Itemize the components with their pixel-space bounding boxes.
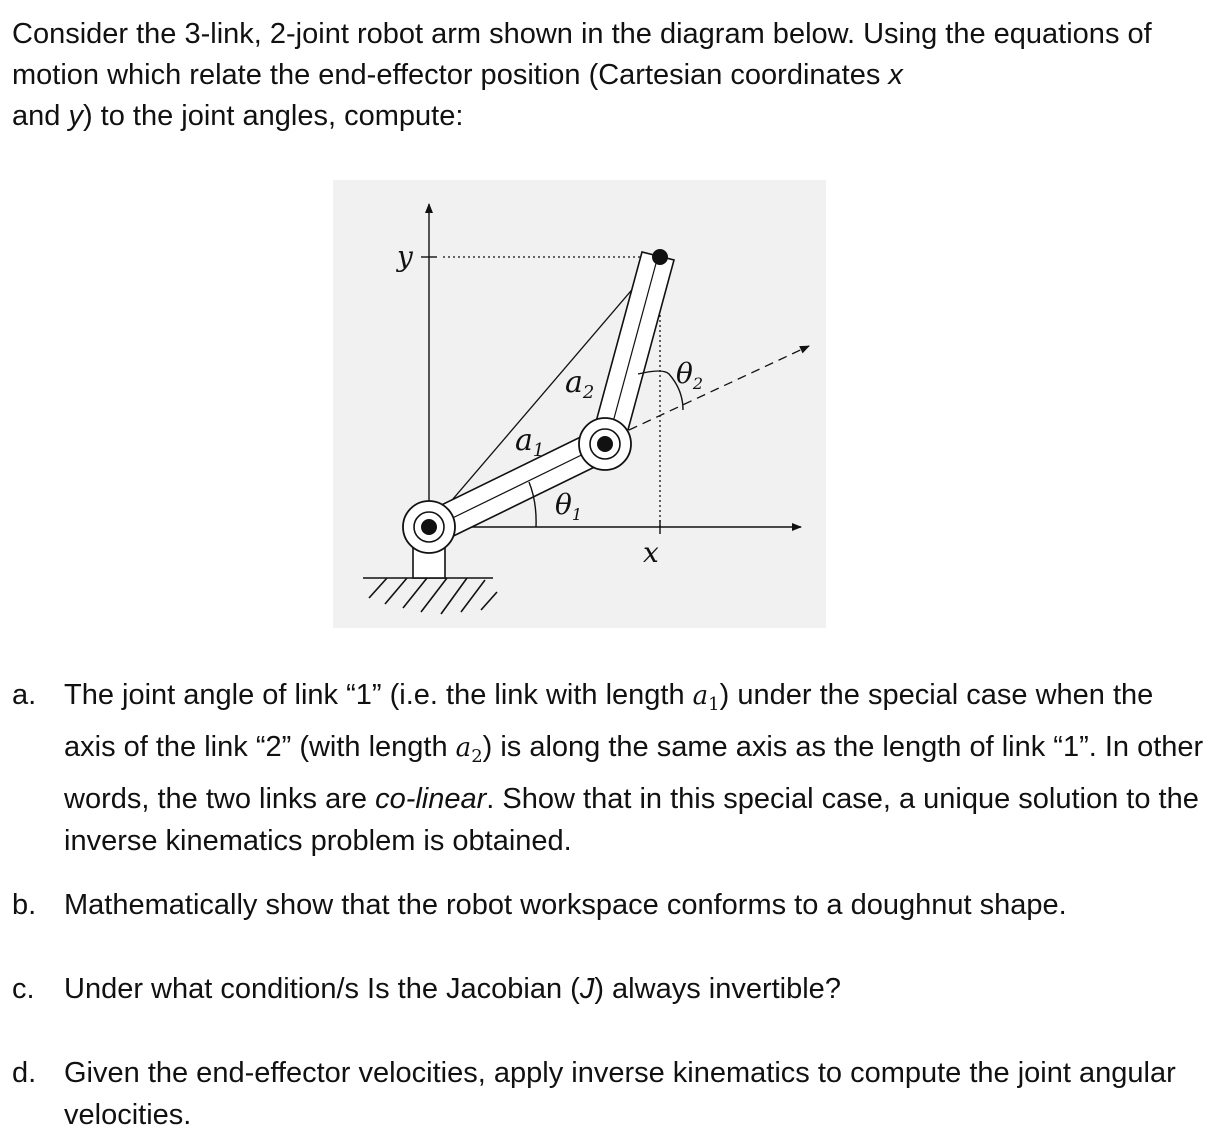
x-axis-label: x: [643, 536, 659, 569]
link1-length-label: $a_1$: [515, 423, 545, 461]
theta2-label: $\theta_2$: [676, 357, 704, 393]
intro-var-y: y: [68, 100, 83, 132]
question-c: [12, 968, 1212, 1010]
intro-var-x: x: [888, 59, 903, 91]
jacobian-symbol: J: [579, 973, 595, 1005]
question-c-text: Under what condition/s Is the Jacobian (J) always invertible?: [64, 973, 841, 1005]
question-d: [12, 1052, 1212, 1136]
question-c-marker: c.: [12, 973, 35, 1005]
link2-length-label: $a_2$: [565, 365, 595, 403]
intro-text-1: Consider the 3-link, 2-joint robot arm shown in the diagram below. Using the equations of motion which relate the end-effector position (Cartesian coordinates: [12, 18, 1152, 91]
y-axis-label: y: [397, 240, 413, 273]
intro-paragraph: [12, 14, 1202, 137]
question-b: [12, 884, 1212, 926]
colinear-emphasis: co-linear: [375, 783, 487, 816]
robot-arm-diagram: [333, 180, 826, 628]
question-b-text: Mathematically show that the robot workspace conforms to a doughnut shape.: [64, 889, 1067, 921]
question-d-marker: d.: [12, 1057, 37, 1089]
question-a: [12, 674, 1212, 862]
ground-hatching: [363, 578, 497, 614]
end-effector: [652, 249, 668, 265]
question-d-text: Given the end-effector velocities, apply inverse kinematics to compute the joint angular velocities.: [64, 1057, 1176, 1131]
link1-extension: [629, 346, 809, 430]
intro-text-3: ) to the joint angles, compute:: [82, 100, 464, 132]
theta1-label: $\theta_1$: [555, 488, 583, 524]
question-a-marker: a.: [12, 679, 37, 711]
intro-text-2: and: [12, 100, 69, 132]
question-a-text: The joint angle of link “1” (i.e. the link with length $a_1$) under the special case when the axis of the link “2” (with length $a_2$) is along the same axis as the length of link “1”. In other words, the two links are co-linear. Show that in this special case, a unique solution to the inverse kinematics problem is obtained.: [64, 679, 1204, 858]
question-b-marker: b.: [12, 889, 37, 921]
